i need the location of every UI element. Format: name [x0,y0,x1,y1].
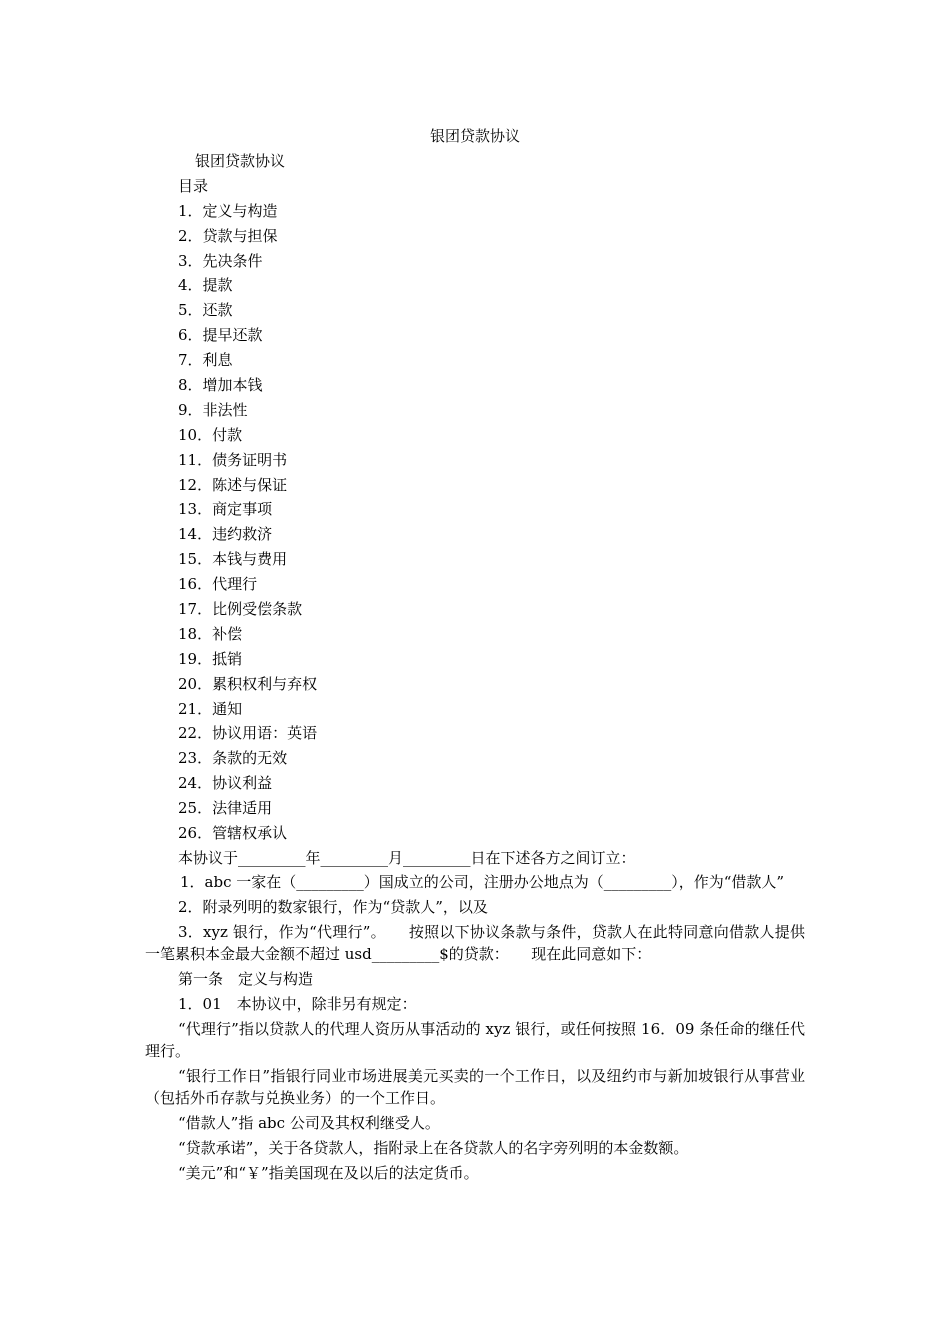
toc-item: 16．代理行 [178,575,258,594]
toc-item: 5．还款 [178,301,233,320]
toc-item: 22．协议用语：英语 [178,724,318,743]
agreement-intro: 本协议于_________年_________月_________日在下述各方之间订立： [178,848,636,867]
toc-item: 11．债务证明书 [178,450,288,469]
toc-item: 24．协议利益 [178,774,273,793]
toc-item: 25．法律适用 [178,799,273,818]
toc-item: 10．付款 [178,425,243,444]
article-heading: 第一条 定义与构造 [178,969,314,988]
toc-heading: 目录 [178,176,209,195]
definition-commitment: “贷款承诺”，关于各贷款人，指附录上在各贷款人的名字旁列明的本金数额。 [178,1138,689,1157]
document-title: 银团贷款协议 [429,127,520,145]
toc-item: 3．先决条件 [178,251,263,270]
toc-item: 15．本钱与费用 [178,550,288,569]
definition-currency: “美元”和“￥”指美国现在及以后的法定货币。 [178,1163,479,1182]
toc-item: 21．通知 [178,699,243,718]
toc-item: 19．抵销 [178,649,243,668]
toc-item: 12．陈述与保证 [178,475,288,494]
toc-item: 7．利息 [178,351,233,370]
toc-item: 9．非法性 [178,400,248,419]
toc-item: 2．贷款与担保 [178,226,278,245]
document-body [145,149,805,1187]
definition-agent-bank: “代理行”指以贷款人的代理人资历从事活动的 xyz 银行，或任何按照 16．09 条任命的继任代理行。 [145,1019,805,1060]
toc-item: 26．管辖权承认 [178,824,288,843]
toc-item: 4．提款 [178,276,233,295]
clause-1-01: 1．01 本协议中，除非另有规定： [178,994,417,1013]
toc-item: 17．比例受偿条款 [178,600,303,619]
toc-item: 20．累积权利与弃权 [178,674,318,693]
toc-item: 23．条款的无效 [178,749,288,768]
party-agent: 3．xyz 银行，作为“代理行”。 按照以下协议条款与条件，贷款人在此特同意向借款人提供一笔累积本金最大金额不超过 usd_________$的贷款： 现在此同意如下： [145,922,805,963]
toc-item: 1．定义与构造 [178,201,278,220]
party-lenders: 2．附录列明的数家银行，作为“贷款人”，以及 [178,897,488,916]
toc-item: 8．增加本钱 [178,376,263,395]
party-borrower: 1．abc 一家在（_________）国成立的公司，注册办公地点为（_________），作为“借款人” [180,872,785,891]
toc-item: 6．提早还款 [178,326,263,345]
document-subtitle: 银团贷款协议 [195,152,286,170]
toc-item: 14．违约救济 [178,525,273,544]
table-of-contents [145,199,805,846]
definition-borrower: “借款人”指 abc 公司及其权利继受人。 [178,1113,440,1132]
toc-item: 13．商定事项 [178,500,273,519]
toc-item: 18．补偿 [178,624,243,643]
definition-business-day: “银行工作日”指银行同业市场进展美元买卖的一个工作日，以及纽约市与新加坡银行从事营业（包括外币存款与兑换业务）的一个工作日。 [145,1066,805,1107]
